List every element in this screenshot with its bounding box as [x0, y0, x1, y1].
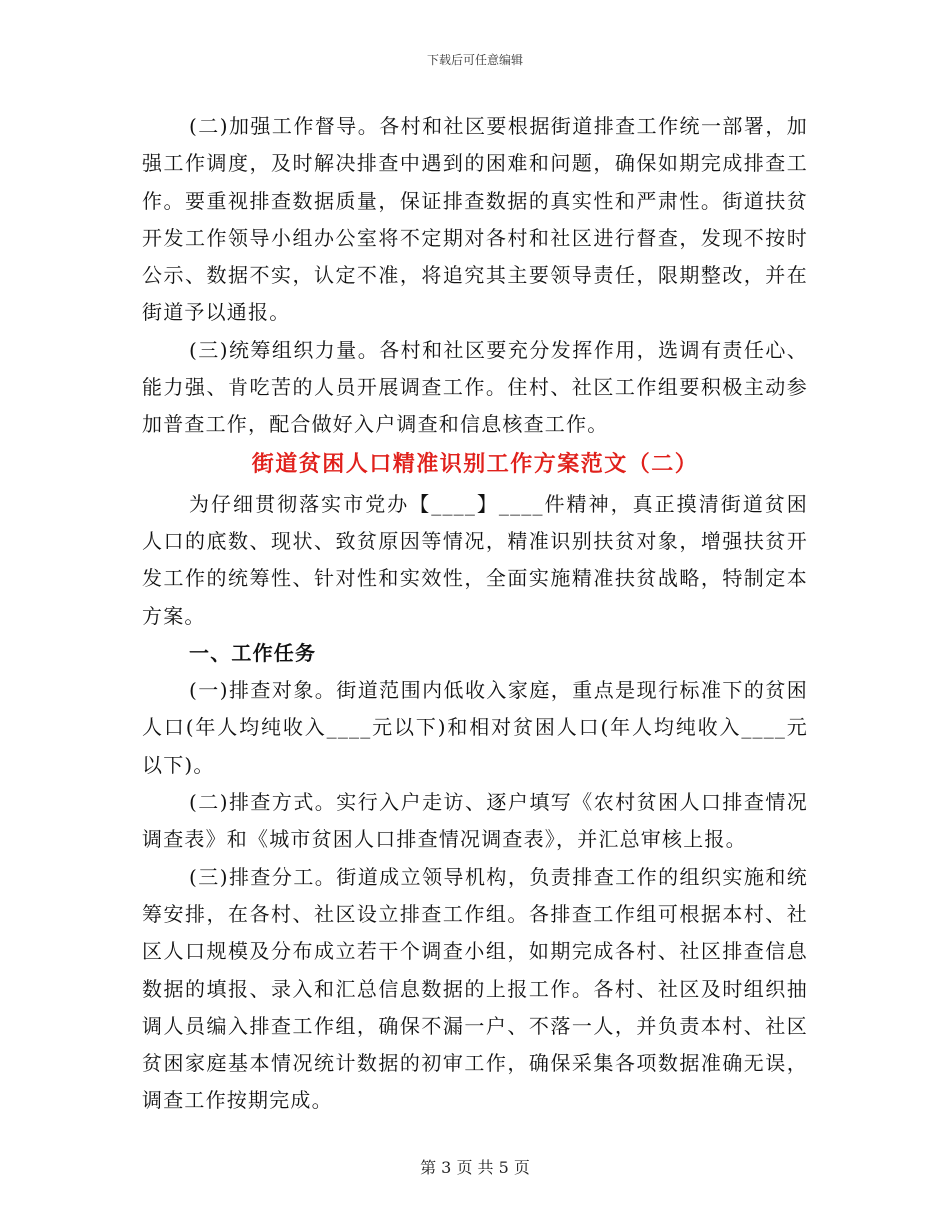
paragraph-organize-forces: (三)统筹组织力量。各村和社区要充分发挥作用，选调有责任心、能力强、肯吃苦的人员开展调查工作。住村、社区工作组要积极主动参加普查工作，配合做好入户调查和信息核查工作。	[142, 337, 808, 437]
document-title: 街道贫困人口精准识别工作方案范文（二）	[251, 451, 699, 477]
paragraph-survey-division: (三)排查分工。街道成立领导机构，负责排查工作的组织实施和统筹安排，在各村、社区设立排查工作组。各排查工作组可根据本村、社区人口规模及分布成立若干个调查小组，如期完成各村、社区排查信息数据的填报、录入和汇总信息数据的上报工作。各村、社区及时组织抽调人员编入排查工作组，确保不漏一户、不落一人，并负责本村、社区贫困家庭基本情况统计数据的初审工作，确保采集各项数据准确无误，调查工作按期完成。	[142, 864, 808, 1113]
paragraph-survey-method: (二)排查方式。实行入户走访、逐户填写《农村贫困人口排查情况调查表》和《城市贫困人口排查情况调查表》，并汇总审核上报。	[142, 790, 808, 852]
section-heading: 一、工作任务	[189, 640, 317, 665]
document-body	[142, 108, 808, 1120]
page-footer: 第 3 页 共 5 页	[420, 1158, 530, 1177]
paragraph-intro: 为仔细贯彻落实市党办【____】____件精神，真正摸清街道贫困人口的底数、现状、致贫原因等情况，精准识别扶贫对象，增强扶贫开发工作的统筹性、针对性和实效性，全面实施精准扶贫战略，特制定本方案。	[142, 491, 808, 628]
paragraph-survey-target: (一)排查对象。街道范围内低收入家庭，重点是现行标准下的贫困人口(年人均纯收入____元以下)和相对贫困人口(年人均纯收入____元以下)。	[142, 678, 808, 777]
paragraph-supervision: (二)加强工作督导。各村和社区要根据街道排查工作统一部署，加强工作调度，及时解决排查中遇到的困难和问题，确保如期完成排查工作。要重视排查数据质量，保证排查数据的真实性和严肃性。街道扶贫开发工作领导小组办公室将不定期对各村和社区进行督查，发现不按时公示、数据不实，认定不准，将追究其主要领导责任，限期整改，并在街道予以通报。	[142, 114, 808, 325]
page-header: 下载后可任意编辑	[426, 53, 523, 67]
